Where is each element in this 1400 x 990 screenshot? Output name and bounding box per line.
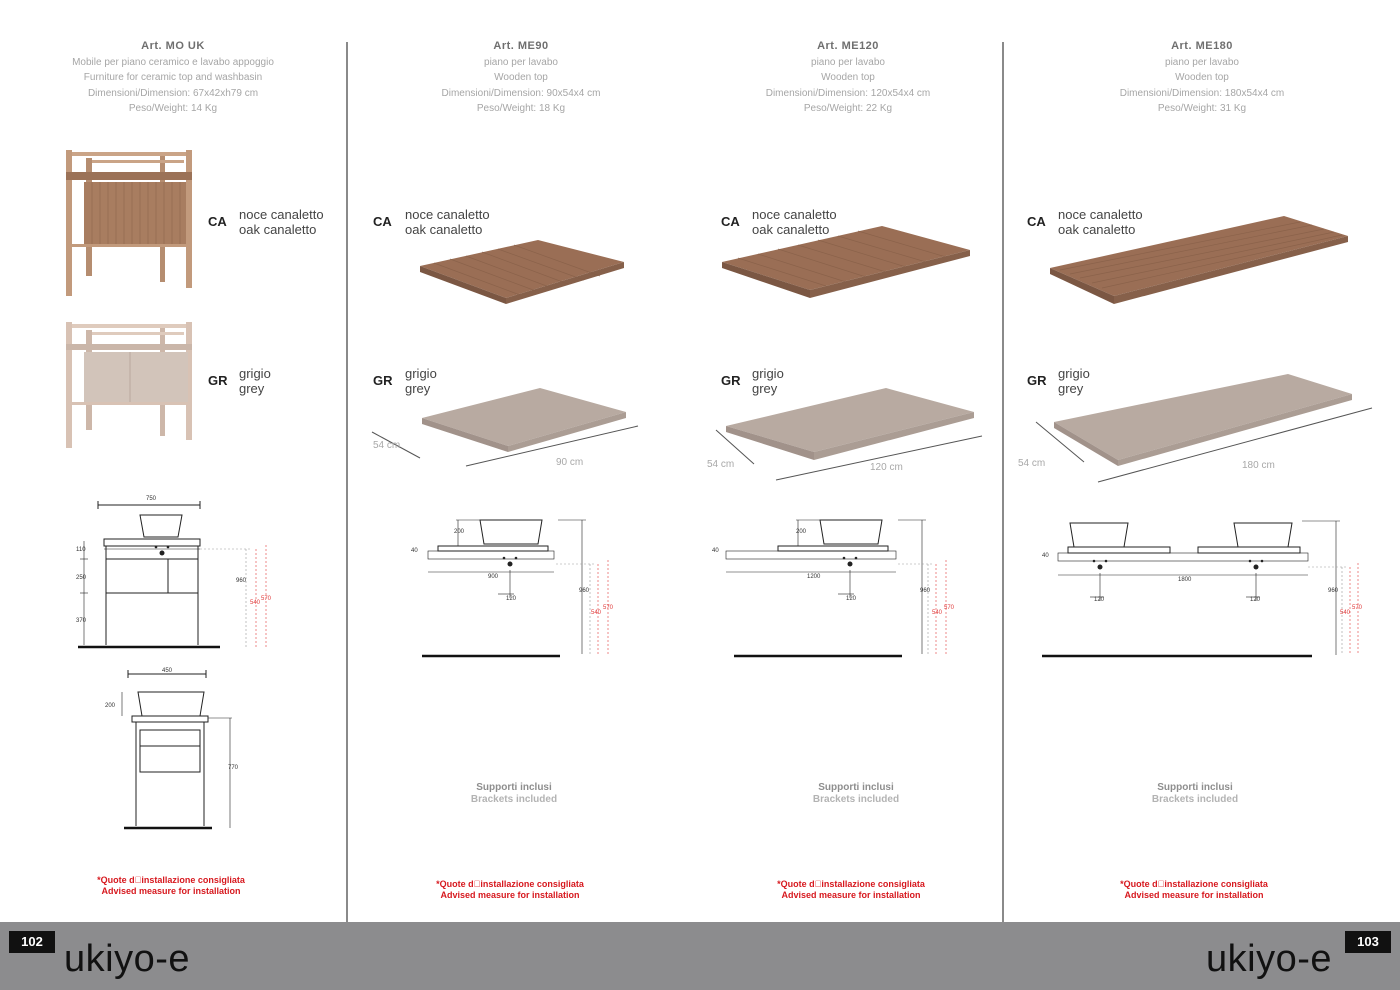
- depth-label: 54 cm: [707, 459, 735, 470]
- supports-it: Supporti inclusi: [818, 782, 894, 793]
- dim-bowl: 200: [796, 529, 807, 535]
- depth-label: 54 cm: [373, 440, 401, 451]
- page-number-right: 103: [1345, 931, 1391, 953]
- column-me180: [1004, 0, 1400, 922]
- variant-finish-oak: [239, 207, 324, 237]
- top-oak-image: [420, 236, 630, 306]
- note-it: *Quote d installazione consigliata: [436, 879, 584, 889]
- description-en: Wooden top: [821, 72, 875, 84]
- product-header: [348, 40, 694, 116]
- cabinet-oak-image: [62, 148, 198, 298]
- supports-it: Supporti inclusi: [1157, 782, 1233, 793]
- supports-note: [756, 782, 956, 806]
- dim-t1: 960: [236, 578, 247, 584]
- weight: Peso/Weight: 22 Kg: [803, 102, 893, 114]
- product-header: [1004, 40, 1400, 116]
- dim-thick: 40: [1042, 553, 1049, 559]
- dim-depth: 450: [162, 668, 173, 674]
- description-en: Wooden top: [1175, 72, 1229, 84]
- dim-t2: 540: [250, 600, 261, 606]
- description-it: Mobile per piano ceramico e lavabo appoggio: [72, 57, 274, 68]
- description-it: piano per lavabo: [1165, 57, 1239, 68]
- dim-bowl: 200: [105, 703, 116, 709]
- finish-it: grigio: [752, 366, 784, 381]
- dim-height: 770: [228, 765, 239, 771]
- top-oak-image: [722, 220, 976, 310]
- variant-code-gr: GR: [721, 373, 741, 388]
- finish-en: oak canaletto: [1058, 222, 1136, 237]
- finish-en: grey: [752, 381, 778, 396]
- note-en: Advised measure for installation: [440, 890, 580, 900]
- variant-finish-oak: [405, 207, 490, 237]
- top-oak-image: [1050, 212, 1350, 312]
- installation-note: [390, 879, 630, 901]
- note-en: Advised measure for installation: [781, 890, 921, 900]
- dimensions: Dimensioni/Dimension: 90x54x4 cm: [441, 87, 601, 99]
- dim-thick: 40: [411, 548, 418, 554]
- variant-code-gr: GR: [1027, 373, 1047, 388]
- top-grey-image: [712, 380, 1002, 484]
- front-technical-drawing: [70, 495, 280, 655]
- dim-t3: 570: [1352, 605, 1363, 611]
- variant-code-ca: CA: [208, 214, 227, 229]
- article-code: Art. ME120: [817, 40, 879, 52]
- description-it: piano per lavabo: [811, 57, 885, 68]
- dim-offset: 120: [506, 596, 517, 602]
- top-grey-image: [1032, 370, 1400, 486]
- top-technical-drawing: [418, 510, 628, 660]
- dim-t2: 540: [591, 610, 602, 616]
- dim-t1: 960: [579, 588, 590, 594]
- dimensions: Dimensioni/Dimension: 180x54x4 cm: [1119, 87, 1285, 99]
- top-grey-image: [368, 386, 648, 472]
- finish-en: oak canaletto: [239, 222, 317, 237]
- width-label: 90 cm: [556, 457, 584, 468]
- dim-width: 900: [488, 574, 499, 580]
- note-en: Advised measure for installation: [101, 886, 241, 896]
- column-me120: [694, 0, 1002, 922]
- finish-en: grey: [1058, 381, 1084, 396]
- weight: Peso/Weight: 31 Kg: [1157, 102, 1247, 114]
- article-code: Art. ME180: [1171, 40, 1233, 52]
- weight: Peso/Weight: 18 Kg: [476, 102, 566, 114]
- column-me90: [348, 0, 694, 922]
- dim-t1: 960: [1328, 588, 1339, 594]
- dim-width: 1800: [1178, 577, 1192, 583]
- supports-en: Brackets included: [470, 794, 558, 805]
- dim-t1: 960: [920, 588, 931, 594]
- dim-width: 750: [146, 496, 157, 502]
- note-it: *Quote d installazione consigliata: [777, 879, 925, 889]
- supports-note: [414, 782, 614, 806]
- dim-t2: 540: [1340, 610, 1351, 616]
- width-label: 180 cm: [1242, 460, 1275, 471]
- finish-it: noce canaletto: [239, 207, 324, 222]
- brand-logo-right: ukiyo-e: [1206, 938, 1332, 980]
- variant-code-gr: GR: [208, 373, 228, 388]
- variant-code-ca: CA: [373, 214, 392, 229]
- top-technical-drawing: [718, 510, 958, 660]
- supports-en: Brackets included: [1151, 794, 1239, 805]
- finish-en: grey: [405, 381, 431, 396]
- installation-note: [731, 879, 971, 901]
- product-header: [0, 40, 346, 116]
- dim-bowl: 200: [454, 529, 465, 535]
- supports-en: Brackets included: [812, 794, 900, 805]
- dimensions: Dimensioni/Dimension: 120x54x4 cm: [765, 87, 931, 99]
- dim-offset-right: 120: [1250, 597, 1261, 603]
- finish-it: noce canaletto: [752, 207, 837, 222]
- dim-h1: 110: [76, 547, 86, 553]
- page-number-left: 102: [9, 931, 55, 953]
- column-mo-uk: [0, 0, 346, 922]
- article-code: Art. ME90: [493, 40, 549, 52]
- finish-en: grey: [239, 381, 265, 396]
- description-en: Wooden top: [494, 72, 548, 84]
- variant-code-ca: CA: [721, 214, 740, 229]
- finish-en: oak canaletto: [752, 222, 830, 237]
- finish-it: grigio: [239, 366, 271, 381]
- article-code: Art. MO UK: [141, 40, 205, 52]
- installation-note: [1074, 879, 1314, 901]
- finish-it: noce canaletto: [1058, 207, 1143, 222]
- finish-it: noce canaletto: [405, 207, 490, 222]
- note-en: Advised measure for installation: [1124, 890, 1264, 900]
- variant-code-gr: GR: [373, 373, 393, 388]
- cabinet-grey-image: [62, 320, 198, 450]
- description-en: Furniture for ceramic top and washbasin: [83, 72, 263, 84]
- description-it: piano per lavabo: [484, 57, 558, 68]
- supports-note: [1095, 782, 1295, 806]
- side-technical-drawing: [110, 668, 240, 833]
- supports-it: Supporti inclusi: [476, 782, 552, 793]
- dim-h2: 250: [76, 575, 87, 581]
- installation-note: [51, 875, 291, 897]
- variant-code-ca: CA: [1027, 214, 1046, 229]
- finish-en: oak canaletto: [405, 222, 483, 237]
- dim-thick: 40: [712, 548, 719, 554]
- dim-t2: 540: [932, 610, 943, 616]
- dim-offset-left: 120: [1094, 597, 1105, 603]
- dim-offset: 120: [846, 596, 857, 602]
- brand-logo-left: ukiyo-e: [64, 938, 190, 980]
- note-it: *Quote d installazione consigliata: [97, 875, 245, 885]
- top-technical-drawing: [1040, 515, 1363, 665]
- depth-label: 54 cm: [1018, 458, 1046, 469]
- dimensions: Dimensioni/Dimension: 67x42xh79 cm: [87, 87, 259, 99]
- weight: Peso/Weight: 14 Kg: [128, 102, 218, 114]
- dim-t3: 570: [944, 605, 955, 611]
- product-header: [694, 40, 1002, 116]
- variant-finish-grey: [239, 366, 271, 396]
- dim-h3: 370: [76, 618, 87, 624]
- finish-it: grigio: [405, 366, 437, 381]
- finish-it: grigio: [1058, 366, 1090, 381]
- width-label: 120 cm: [870, 462, 903, 473]
- note-it: *Quote d installazione consigliata: [1120, 879, 1268, 889]
- dim-t3: 570: [261, 596, 272, 602]
- footer-bar: [0, 922, 1400, 990]
- dim-t3: 570: [603, 605, 614, 611]
- dim-width: 1200: [807, 574, 821, 580]
